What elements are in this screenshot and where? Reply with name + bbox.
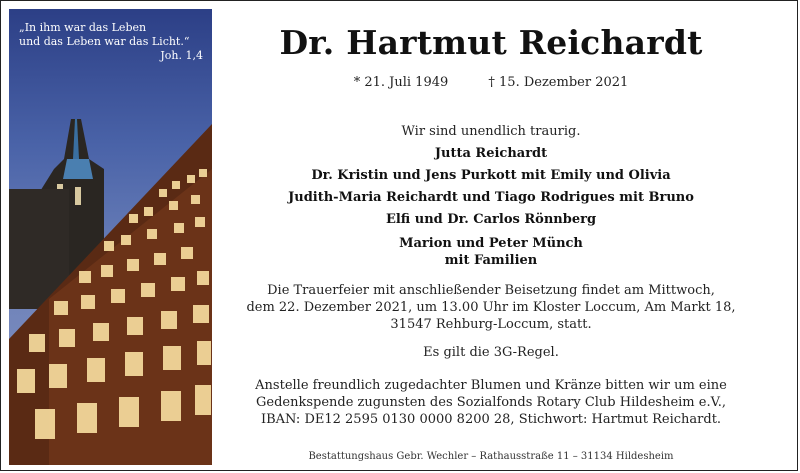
ceremony-line: Die Trauerfeier mit anschließender Beisetzung findet am Mittwoch, — [267, 283, 715, 298]
covid-rule: Es gilt die 3G-Regel. — [423, 345, 559, 360]
funeral-home: Bestattungshaus Gebr. Wechler – Rathausstraße 11 – 31134 Hildesheim — [308, 451, 674, 462]
donation-line: Anstelle freundlich zugedachter Blumen und Kränze bitten wir um eine — [255, 378, 727, 393]
notice-text — [226, 1, 756, 472]
mourner-name: Marion und Peter Münch — [399, 236, 583, 251]
mourner-name: Dr. Kristin und Jens Purkott mit Emily und Olivia — [311, 168, 671, 183]
bible-quote — [19, 21, 203, 63]
life-dates — [226, 75, 756, 90]
mourner-name: Jutta Reichardt — [434, 146, 548, 161]
quote-reference: Joh. 1,4 — [160, 49, 203, 62]
quote-line: „In ihm war das Leben — [19, 21, 147, 34]
ceremony-line: 31547 Rehburg-Loccum, statt. — [390, 317, 592, 332]
church-photo — [9, 9, 212, 465]
deceased-name: Dr. Hartmut Reichardt — [279, 23, 703, 62]
birth-date: * 21. Juli 1949 — [353, 75, 449, 90]
mourner-name: Judith-Maria Reichardt und Tiago Rodrigues mit Bruno — [288, 190, 694, 205]
death-date: † 15. Dezember 2021 — [488, 75, 629, 90]
church-illustration — [9, 9, 212, 465]
ceremony-line: dem 22. Dezember 2021, um 13.00 Uhr im Kloster Loccum, Am Markt 18, — [246, 300, 736, 315]
mourning-intro: Wir sind unendlich traurig. — [401, 124, 581, 139]
mourner-name: mit Familien — [444, 253, 538, 268]
donation-line: IBAN: DE12 2595 0130 0000 8200 28, Stichwort: Hartmut Reichardt. — [260, 412, 722, 427]
mourners-list — [226, 121, 756, 269]
quote-line: und das Leben war das Licht.“ — [19, 35, 190, 48]
mourner-name: Elfi und Dr. Carlos Rönnberg — [385, 212, 597, 227]
donation-line: Gedenkspende zugunsten des Sozialfonds Rotary Club Hildesheim e.V., — [256, 395, 726, 410]
donation-request — [226, 377, 756, 428]
ceremony-details — [226, 282, 756, 333]
